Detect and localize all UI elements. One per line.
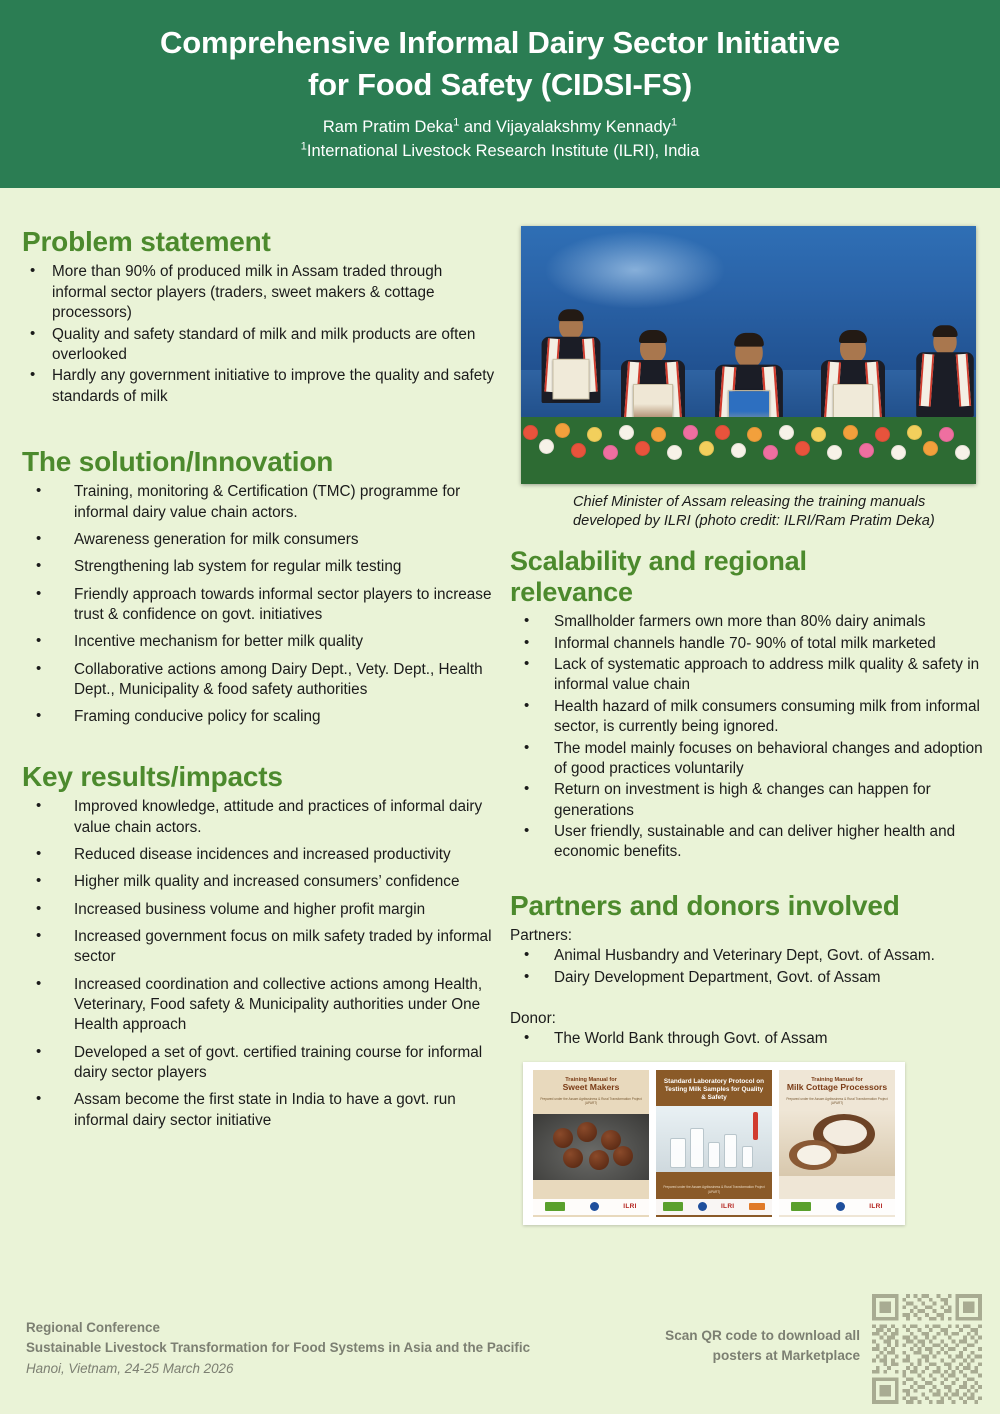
list-item: • Friendly approach towards informal sector players to increase trust & confidence on govt. initiatives xyxy=(22,585,500,626)
poster-authors xyxy=(0,116,1000,140)
poster-title-line2: for Food Safety (CIDSI-FS) xyxy=(307,66,692,102)
person-body xyxy=(916,352,974,417)
ilri-logo: ILRI xyxy=(869,1203,883,1211)
manual-title-small: Standard Laboratory Protocol on Testing Milk Samples for Quality & Safety xyxy=(663,1077,765,1101)
heading-partners-donors: Partners and donors involved xyxy=(510,889,900,921)
heading-key-results: Key results/impacts xyxy=(22,760,283,792)
person-body xyxy=(542,336,601,402)
spacer xyxy=(510,989,994,1009)
footer-line-2: Sustainable Livestock Transformation for Food Systems in Asia and the Pacific xyxy=(26,1340,531,1356)
list-item: • Improved knowledge, attitude and practices of informal dairy value chain actors. xyxy=(22,797,500,838)
qr-instruction-line-2: posters at Marketplace xyxy=(712,1347,860,1363)
person-scarf-right xyxy=(956,354,971,407)
assam-govt-logo xyxy=(590,1202,599,1211)
manual-title-small: Training Manual for xyxy=(565,1076,617,1083)
manual-title-large: Milk Cottage Processors xyxy=(786,1081,888,1092)
list-item: • Informal channels handle 70- 90% of total milk marketed xyxy=(510,634,994,654)
photo-person xyxy=(916,328,974,417)
list-solution-innovation xyxy=(22,482,500,727)
person-hair xyxy=(839,330,867,343)
list-item: • Increased business volume and higher profit margin xyxy=(22,900,500,920)
list-item: • Increased government focus on milk safety traded by informal sector xyxy=(22,927,500,968)
manual-logo-strip xyxy=(533,1199,649,1215)
manual-meta: Prepared under the Assam Agribusiness & Rural Transformation Project (APART) xyxy=(663,1185,765,1194)
manual-logo-strip xyxy=(656,1199,772,1215)
list-item: • The World Bank through Govt. of Assam xyxy=(510,1029,994,1049)
list-item: • Framing conducive policy for scaling xyxy=(22,707,500,727)
right-column xyxy=(510,226,994,1225)
list-item: • Strengthening lab system for regular milk testing xyxy=(22,557,500,577)
list-item: • Health hazard of milk consumers consuming milk from informal sector, is currently being ignored. xyxy=(510,697,994,738)
list-item: • User friendly, sustainable and can deliver higher health and economic benefits. xyxy=(510,822,994,863)
person-hair xyxy=(734,332,764,346)
footer-line-1: Regional Conference xyxy=(26,1320,160,1335)
poster-header xyxy=(0,0,1000,188)
person-manual xyxy=(553,358,590,398)
affiliation-marker: 1 xyxy=(300,140,307,153)
list-item: • Smallholder farmers own more than 80% dairy animals xyxy=(510,612,994,632)
manual-meta: Prepared under the Assam Agribusiness & Rural Transformation Project (APART) xyxy=(786,1096,888,1106)
conference-footer xyxy=(26,1318,586,1379)
qr-code-icon xyxy=(872,1294,982,1404)
photo-flower-row xyxy=(521,417,976,484)
footer-line-3: Hanoi, Vietnam, 24-25 March 2026 xyxy=(26,1360,234,1376)
list-problem-statement xyxy=(22,262,500,406)
poster-title xyxy=(0,22,1000,106)
list-item: • Assam become the first state in India to have a govt. run informal dairy sector initiative xyxy=(22,1090,500,1131)
manual-title-small: Training Manual for xyxy=(811,1076,863,1083)
manual-cover-lab-protocol xyxy=(656,1070,772,1217)
photo-caption: Chief Minister of Assam releasing the training manuals developed by ILRI (photo credit: ILRI/Ram Pratim Deka) xyxy=(573,494,935,530)
poster-title-line1: Comprehensive Informal Dairy Sector Initiative xyxy=(160,25,840,60)
list-item: • The model mainly focuses on behavioral changes and adoption of good practices voluntarily xyxy=(510,739,994,780)
heading-scalability xyxy=(510,546,994,609)
left-column xyxy=(22,226,500,1138)
spacer xyxy=(510,864,994,890)
manual-meta: Prepared under the Assam Agribusiness & Rural Transformation Project (APART) xyxy=(540,1096,642,1106)
author-two-affil-marker: 1 xyxy=(670,116,678,129)
list-item: • Increased coordination and collective actions among Health, Veterinary, Food safety & Municipality authorities under One Health approach xyxy=(22,975,500,1036)
person-hair xyxy=(558,309,584,321)
assam-govt-logo xyxy=(698,1202,707,1211)
list-item: • Quality and safety standard of milk and milk products are often overlooked xyxy=(22,325,500,366)
list-item: • Return on investment is high & changes can happen for generations xyxy=(510,780,994,821)
spacer xyxy=(22,735,500,761)
qr-instruction xyxy=(600,1326,860,1365)
manual-cover-milk-cottage-processors xyxy=(779,1070,895,1217)
photo-screen-glow xyxy=(544,231,726,308)
list-item: • Lack of systematic approach to address milk quality & safety in informal value chain xyxy=(510,655,994,696)
list-item: • Developed a set of govt. certified training course for informal dairy sector players xyxy=(22,1043,500,1084)
photo-block xyxy=(521,226,976,532)
list-item: • Dairy Development Department, Govt. of Assam xyxy=(510,968,994,988)
list-donors xyxy=(510,1029,994,1049)
list-key-results xyxy=(22,797,500,1131)
list-item: • More than 90% of produced milk in Assam traded through informal sector players (traders, sweet makers & cottage processors) xyxy=(22,262,500,323)
apart-logo xyxy=(663,1202,683,1211)
heading-solution-innovation: The solution/Innovation xyxy=(22,445,334,477)
assam-govt-logo xyxy=(836,1202,845,1211)
heading-scalability-line1: Scalability and regional xyxy=(510,545,807,576)
ceremony-photo xyxy=(521,226,976,484)
spacer xyxy=(510,532,994,546)
person-scarf-left xyxy=(919,354,934,407)
author-one: Ram Pratim Deka xyxy=(322,117,454,136)
manual-cover-photo xyxy=(533,1114,649,1180)
list-item: • Training, monitoring & Certification (TMC) programme for informal dairy value chain actors. xyxy=(22,482,500,523)
list-item: • Incentive mechanism for better milk quality xyxy=(22,632,500,652)
manual-logo-strip xyxy=(779,1199,895,1215)
manual-title-large: Sweet Makers xyxy=(562,1081,620,1092)
person-hair xyxy=(932,325,957,337)
ilri-logo: ILRI xyxy=(720,1203,735,1211)
affiliation-text: International Livestock Research Institute (ILRI), India xyxy=(306,141,700,160)
donor-label: Donor: xyxy=(510,1010,556,1028)
training-manual-covers xyxy=(523,1062,905,1225)
ilri-logo: ILRI xyxy=(623,1203,637,1211)
poster-affiliation xyxy=(0,140,1000,164)
spacer xyxy=(22,408,500,446)
list-item: • Reduced disease incidences and increased productivity xyxy=(22,845,500,865)
fssai-logo xyxy=(749,1203,765,1210)
author-one-affil-marker: 1 xyxy=(453,116,460,129)
list-item: • Collaborative actions among Dairy Dept., Vety. Dept., Health Dept., Municipality & food safety authorities xyxy=(22,660,500,701)
qr-instruction-line-1: Scan QR code to download all xyxy=(665,1328,860,1343)
list-partners xyxy=(510,946,994,988)
list-scalability xyxy=(510,612,994,862)
person-hair xyxy=(639,330,667,343)
author-two: and Vijayalakshmy Kennady xyxy=(459,117,671,136)
photo-person xyxy=(542,312,601,403)
list-item: • Animal Husbandry and Veterinary Dept, Govt. of Assam. xyxy=(510,946,994,966)
list-item: • Higher milk quality and increased consumers’ confidence xyxy=(22,872,500,892)
apart-logo xyxy=(791,1202,811,1211)
heading-scalability-line2: relevance xyxy=(510,577,633,608)
list-item: • Hardly any government initiative to improve the quality and safety standards of milk xyxy=(22,366,500,407)
apart-logo xyxy=(545,1202,565,1211)
manual-cover-photo xyxy=(779,1110,895,1176)
partners-label: Partners: xyxy=(510,927,573,945)
heading-problem-statement: Problem statement xyxy=(22,226,271,257)
manual-cover-photo xyxy=(656,1106,772,1172)
manual-cover-sweet-makers xyxy=(533,1070,649,1217)
list-item: • Awareness generation for milk consumers xyxy=(22,530,500,550)
